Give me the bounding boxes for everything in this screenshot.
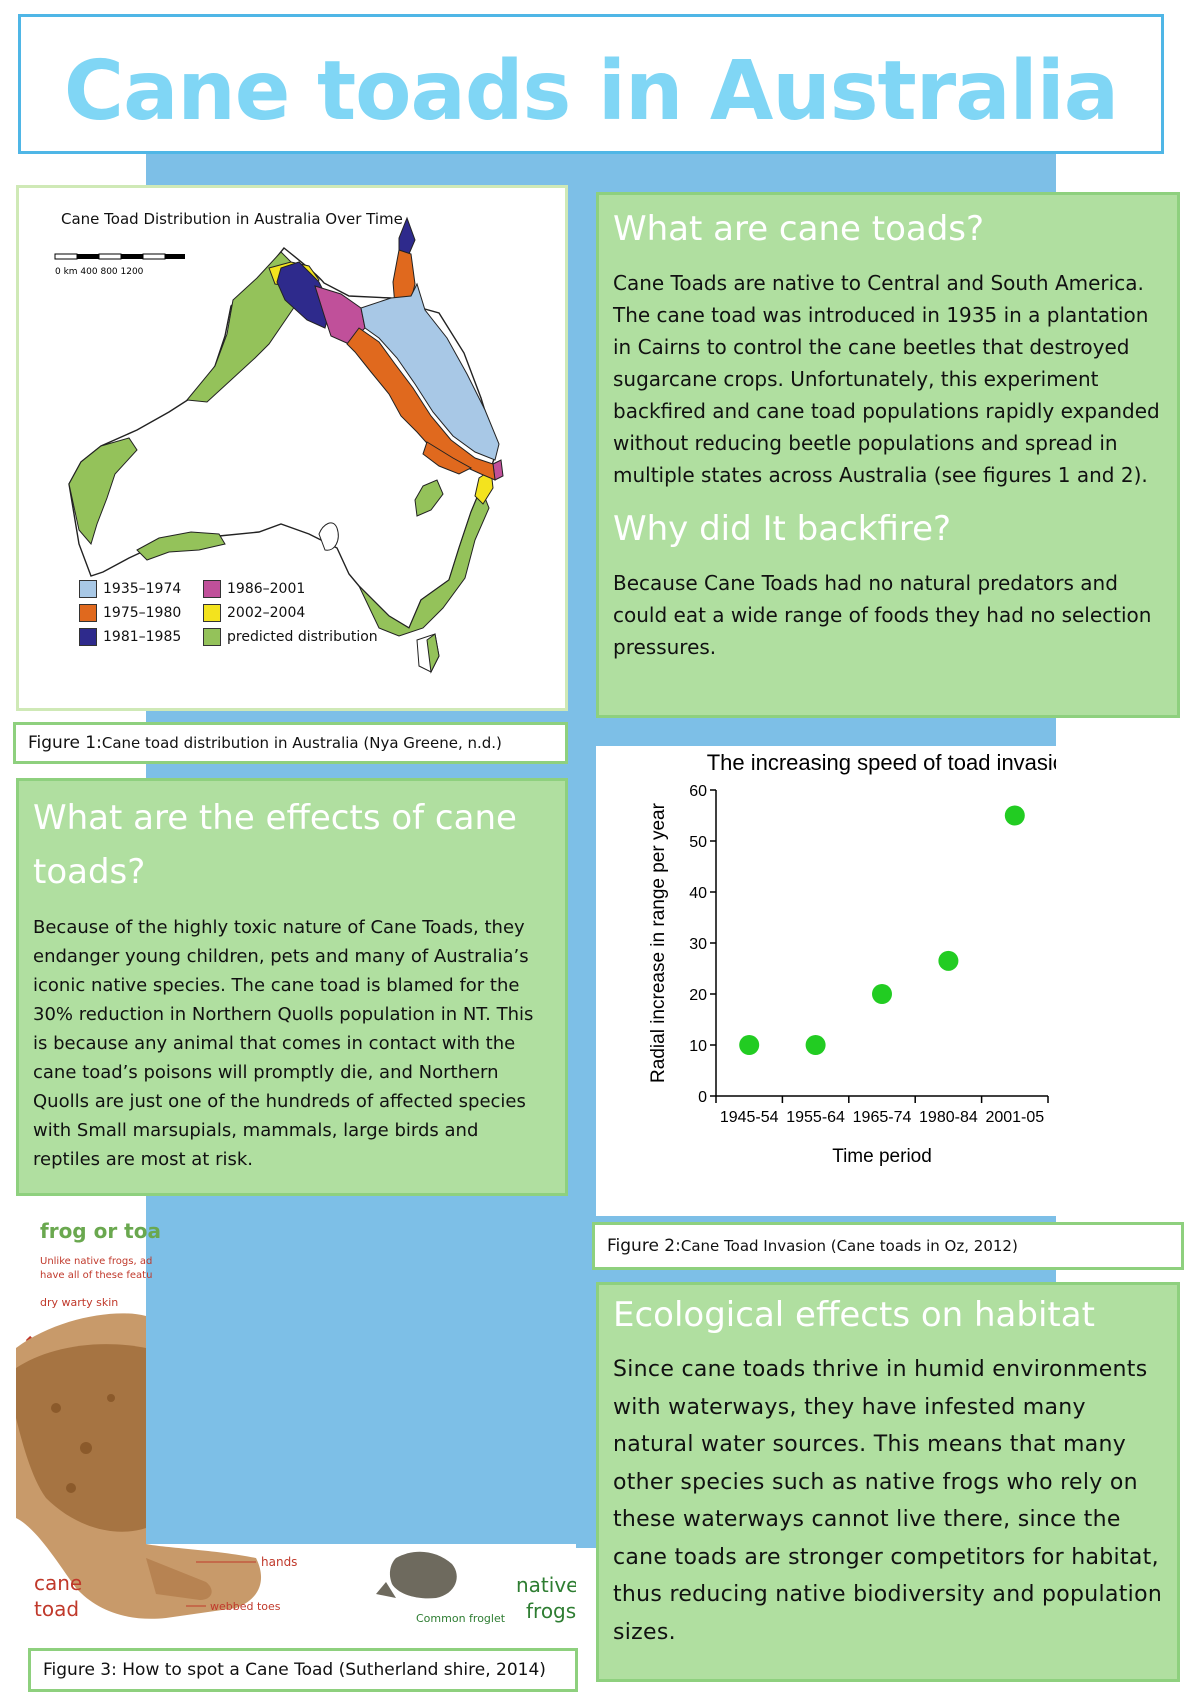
legend-swatch — [203, 628, 221, 646]
toad-fig-sub1: Unlike native frogs, ad — [40, 1256, 153, 1267]
data-point — [872, 984, 892, 1004]
caption-text: Cane Toad Invasion (Cane toads in Oz, 2012) — [680, 1237, 1018, 1255]
legend-label: 1935–1974 — [103, 581, 182, 597]
legend-item — [79, 628, 181, 646]
heading-what-are-cane-toads: What are cane toads? — [613, 209, 985, 249]
legend-swatch — [79, 580, 97, 598]
toad-fig-dry: dry warty skin — [40, 1296, 119, 1309]
y-tick-label: 40 — [689, 885, 707, 902]
figure1-caption — [13, 722, 568, 764]
map-scale-label: 0 km 400 800 1200 — [55, 267, 144, 277]
y-axis-label: Radial increase in range per year — [648, 803, 669, 1083]
legend-label: 1975–1980 — [103, 605, 182, 621]
scatter-chart — [596, 746, 1056, 1216]
figure3-caption — [28, 1648, 578, 1692]
heading-habitat: Ecological effects on habitat — [613, 1295, 1095, 1335]
data-point — [739, 1035, 759, 1055]
text-what-are-cane-toads: Cane Toads are native to Central and South America. The cane toad was introduced in 1935 in a plantation in Cairns to control the cane beetles that destroyed sugarcane crops. Unfortunately, this experiment backfired and cane toad populations rapidly expanded without reducing beetle populations and spread in multiple states across Australia (see figures 1 and 2). — [613, 271, 1160, 487]
y-tick-label: 10 — [689, 1038, 707, 1055]
legend-swatch — [203, 604, 221, 622]
data-point — [1005, 806, 1025, 826]
x-tick-label: 1955-64 — [786, 1109, 845, 1126]
toad-illustration — [16, 1198, 576, 1638]
y-tick-label: 0 — [698, 1089, 707, 1106]
legend-item — [203, 580, 305, 598]
toad-fig-webbed: webbed toes — [210, 1600, 281, 1613]
map-scale-bar — [55, 254, 185, 259]
legend-item — [79, 580, 181, 598]
toad-fig-native1: native — [516, 1573, 576, 1597]
text-why-backfire: Because Cane Toads had no natural predators and could eat a wide range of foods they had no selection pressures. — [613, 571, 1152, 659]
heading-why-backfire: Why did It backfire? — [613, 509, 952, 549]
y-tick-label: 30 — [689, 936, 707, 953]
toad-fig-cane1: cane — [34, 1571, 83, 1595]
toad-figure — [16, 1198, 576, 1638]
legend-swatch — [203, 580, 221, 598]
toad-fig-header: frog or toa — [40, 1219, 161, 1243]
legend-item — [203, 628, 378, 646]
map-title: Cane Toad Distribution in Australia Over Time — [61, 210, 403, 228]
toad-fig-cane2: toad — [34, 1597, 80, 1621]
legend-item — [203, 604, 305, 622]
x-axis-label: Time period — [832, 1146, 932, 1167]
legend-item — [79, 604, 181, 622]
caption-lead: Figure 2: — [607, 1236, 681, 1256]
x-tick-label: 1980-84 — [919, 1109, 978, 1126]
caption-text: Cane toad distribution in Australia (Nya Greene, n.d.) — [101, 734, 502, 752]
panel-what-are-cane-toads — [596, 192, 1180, 718]
title-box — [18, 14, 1164, 154]
y-tick-label: 20 — [689, 987, 707, 1004]
data-point — [806, 1035, 826, 1055]
chart-title: The increasing speed of toad invasion — [706, 750, 1056, 775]
x-tick-label: 1945-54 — [719, 1109, 779, 1126]
legend-label: predicted distribution — [227, 629, 378, 645]
legend-label: 1986–2001 — [227, 581, 306, 597]
chart-svg — [596, 746, 1056, 1216]
toad-fig-native2: frogs — [526, 1599, 576, 1623]
heading-effects: What are the effects of cane toads? — [33, 798, 517, 892]
legend-label: 2002–2004 — [227, 605, 306, 621]
x-tick-label: 2001-05 — [985, 1109, 1045, 1126]
legend-swatch — [79, 628, 97, 646]
toad-fig-froglet: Common froglet — [416, 1612, 506, 1625]
legend-label: 1981–1985 — [103, 629, 182, 645]
text-effects: Because of the highly toxic nature of Cane Toads, they endanger young children, pets and many of Australia’s iconic native species. The cane toad is blamed for the 30% reduction in Northern Quolls population in NT. This is because any animal that comes in contact with the cane toad’s poisons will promptly die, and Northern Quolls are just one of the hundreds of affected species with Small marsupials, mammals, large birds and reptiles are most at risk. — [33, 917, 534, 1170]
x-tick-label: 1965-74 — [852, 1109, 912, 1126]
y-tick-label: 60 — [689, 783, 707, 800]
data-point — [938, 951, 958, 971]
toad-fig-hands: hands — [261, 1555, 298, 1569]
legend-swatch — [79, 604, 97, 622]
figure2-caption — [592, 1222, 1184, 1270]
caption-text: Figure 3: How to spot a Cane Toad (Sutherland shire, 2014) — [43, 1660, 546, 1680]
panel-habitat — [596, 1282, 1180, 1682]
map-figure — [16, 185, 568, 711]
y-tick-label: 50 — [689, 834, 707, 851]
panel-effects — [16, 778, 568, 1196]
caption-lead: Figure 1: — [28, 733, 102, 753]
text-habitat: Since cane toads thrive in humid environments with waterways, they have infested many natural water sources. This means that many other species such as native frogs who rely on these waterways cannot live there, since the cane toads are stronger competitors for habitat, thus reducing native biodiversity and population sizes. — [613, 1357, 1163, 1645]
toad-fig-sub2: have all of these featu — [40, 1270, 153, 1281]
page-title: Cane toads in Australia — [63, 44, 1119, 139]
